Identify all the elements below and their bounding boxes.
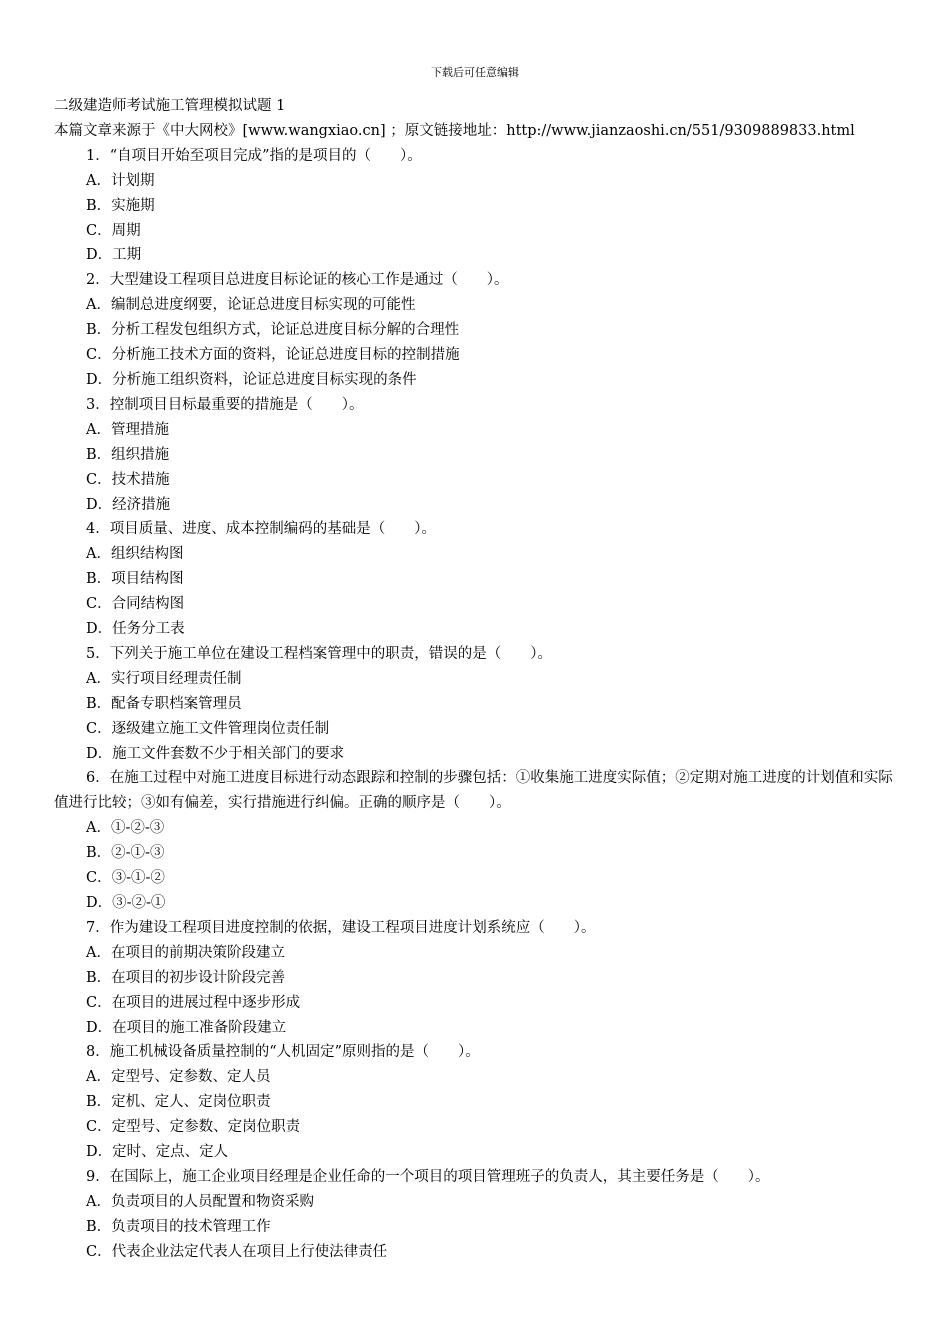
answer-option: C．逐级建立施工文件管理岗位责任制 bbox=[86, 720, 330, 737]
question-stem: 2．大型建设工程项目总进度目标论证的核心工作是通过（ ）。 bbox=[86, 272, 509, 289]
answer-option: C．③-①-② bbox=[86, 870, 165, 887]
question-item bbox=[54, 916, 900, 1041]
answer-option: D．经济措施 bbox=[86, 496, 171, 513]
answer-option: B．配备专职档案管理员 bbox=[86, 695, 242, 712]
answer-option: D．③-②-① bbox=[86, 895, 166, 911]
answer-option: B．实施期 bbox=[86, 197, 155, 214]
answer-option: A．负责项目的人员配置和物资采购 bbox=[86, 1193, 314, 1210]
question-list bbox=[54, 144, 900, 1265]
question-item bbox=[54, 268, 900, 393]
question-item bbox=[54, 517, 900, 642]
question-stem: 4．项目质量、进度、成本控制编码的基础是（ ）。 bbox=[86, 521, 436, 538]
question-item bbox=[54, 642, 900, 767]
answer-option: B．分析工程发包组织方式，论证总进度目标分解的合理性 bbox=[86, 322, 460, 339]
answer-option: B．定机、定人、定岗位职责 bbox=[86, 1094, 271, 1111]
question-stem: 5．下列关于施工单位在建设工程档案管理中的职责，错误的是（ ）。 bbox=[86, 645, 552, 662]
answer-option: B．②-①-③ bbox=[86, 845, 165, 862]
question-stem: 9．在国际上，施工企业项目经理是企业任命的一个项目的项目管理班子的负责人，其主要任务是（ ）。 bbox=[86, 1168, 770, 1185]
answer-option: D．在项目的施工准备阶段建立 bbox=[86, 1019, 287, 1036]
question-stem: 7．作为建设工程项目进度控制的依据，建设工程项目进度计划系统应（ ）。 bbox=[86, 919, 596, 936]
question-item bbox=[54, 766, 900, 915]
answer-option: D．定时、定点、定人 bbox=[86, 1144, 229, 1161]
answer-option: C．周期 bbox=[86, 222, 141, 239]
answer-option: D．任务分工表 bbox=[86, 621, 185, 638]
answer-option: B．在项目的初步设计阶段完善 bbox=[86, 969, 286, 986]
answer-option: A．管理措施 bbox=[86, 421, 169, 438]
question-item bbox=[54, 1040, 900, 1165]
answer-option: A．定型号、定参数、定人员 bbox=[86, 1069, 271, 1086]
question-item bbox=[54, 1165, 900, 1265]
answer-option: A．计划期 bbox=[86, 172, 155, 189]
answer-option: B．组织措施 bbox=[86, 446, 170, 463]
answer-option: A．①-②-③ bbox=[86, 820, 165, 837]
answer-option: A．实行项目经理责任制 bbox=[86, 670, 242, 687]
question-stem: 1．“自项目开始至项目完成”指的是项目的（ ）。 bbox=[86, 147, 422, 164]
question-stem: 8．施工机械设备质量控制的“人机固定”原则指的是（ ）。 bbox=[86, 1044, 480, 1061]
answer-option: A．组织结构图 bbox=[86, 546, 184, 563]
document-title: 二级建造师考试施工管理模拟试题 1 bbox=[54, 98, 286, 114]
answer-option: B．负责项目的技术管理工作 bbox=[86, 1218, 271, 1235]
question-item bbox=[54, 393, 900, 518]
answer-option: C．技术措施 bbox=[86, 471, 170, 488]
answer-option: C．分析施工技术方面的资料，论证总进度目标的控制措施 bbox=[86, 347, 460, 364]
page-header: 下载后可任意编辑 bbox=[431, 66, 519, 79]
answer-option: C．合同结构图 bbox=[86, 596, 185, 613]
answer-option: A．编制总进度纲要，论证总进度目标实现的可能性 bbox=[86, 297, 416, 314]
question-item bbox=[54, 144, 900, 269]
question-stem: 3．控制项目目标最重要的措施是（ ）。 bbox=[86, 396, 364, 413]
answer-option: B．项目结构图 bbox=[86, 571, 184, 588]
answer-option: C．代表企业法定代表人在项目上行使法律责任 bbox=[86, 1243, 388, 1260]
answer-option: C．定型号、定参数、定岗位职责 bbox=[86, 1119, 301, 1136]
answer-option: D．施工文件套数不少于相关部门的要求 bbox=[86, 745, 345, 762]
question-stem: 6．在施工过程中对施工进度目标进行动态跟踪和控制的步骤包括：①收集施工进度实际值；②定期对施工进度的计划值和实际值进行比较；③如有偏差，实行措施进行纠偏。正确的顺序是（ ）。 bbox=[54, 770, 893, 812]
answer-option: A．在项目的前期决策阶段建立 bbox=[86, 944, 285, 961]
answer-option: D．分析施工组织资料，论证总进度目标实现的条件 bbox=[86, 371, 417, 388]
answer-option: D．工期 bbox=[86, 247, 142, 264]
answer-option: C．在项目的进展过程中逐步形成 bbox=[86, 994, 301, 1011]
document-body bbox=[54, 94, 900, 1265]
source-note: 本篇文章来源于《中大网校》[www.wangxiao.cn] ；原文链接地址：http://www.jianzaoshi.cn/551/9309889833.html bbox=[54, 122, 855, 139]
